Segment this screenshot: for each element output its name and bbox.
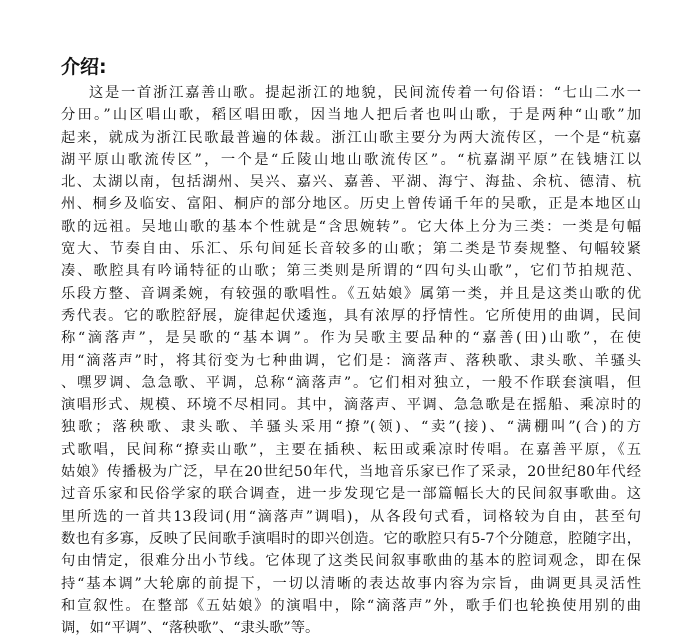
text-line: 用“滴落声”时，将其衍变为七种曲调，它们是：滴落声、落秧歌、隶头歌、羊骚头 — [61, 352, 641, 369]
text-line: 持“基本调”大轮廓的前提下，一切以清晰的表达故事内容为宗旨，曲调更具灵活性 — [61, 575, 641, 592]
text-line: 数也有多寡，反映了民间歌手演唱时的即兴创造。它的歌腔只有5-7个分随意，腔随字出， — [61, 530, 641, 547]
text-line: 北、太湖以南，包括湖州、吴兴、嘉兴、嘉善、平湖、海宁、海盐、余杭、德清、杭 — [61, 174, 641, 191]
section-heading: 介绍: — [61, 56, 107, 78]
text-line: 分田。”山区唱山歌，稻区唱田歌，因当地人把后者也叫山歌，于是两种“山歌”加 — [61, 107, 641, 124]
text-line: 秀代表。它的歌腔舒展，旋律起伏逶迤，具有浓厚的抒情性。它所使用的曲调，民间 — [61, 307, 641, 324]
text-line: 称“滴落声”，是吴歌的“基本调”。作为吴歌主要品种的“嘉善(田)山歌”，在使 — [61, 330, 641, 347]
text-line: 、嘿罗调、急急歌、平调，总称“滴落声”。它们相对独立，一般不作联套演唱，但 — [61, 374, 641, 391]
text-line: 独歌；落秧歌、隶头歌、羊骚头采用“撩”(领)、“卖”(接)、“满棚叫”(合)的方 — [61, 419, 641, 436]
text-line: 宽大、节奏自由、乐汇、乐句间延长音较多的山歌；第二类是节奏规整、句幅较紧 — [61, 241, 641, 258]
text-line: 凑、歌腔具有吟诵特征的山歌；第三类则是所谓的“四句头山歌”，它们节拍规范、 — [61, 263, 641, 280]
text-line: 起来，就成为浙江民歌最普遍的体裁。浙江山歌主要分为两大流传区，一个是“杭嘉 — [61, 129, 641, 146]
text-line: 式歌唱，民间称“撩卖山歌”，主要在插秧、耘田或乘凉时传唱。在嘉善平原，《五 — [61, 441, 641, 458]
text-line: 歌的远祖。吴地山歌的基本个性就是“含思婉转”。它大体上分为三类：一类是句幅 — [61, 218, 641, 235]
text-line: 调，如“平调”、“落秧歌”、“隶头歌”等。 — [61, 620, 320, 637]
text-line: 这是一首浙江嘉善山歌。提起浙江的地貌，民间流传着一句俗语：“七山二水一 — [89, 85, 641, 101]
text-line: 乐段方整、音调柔婉，有较强的歌唱性。《五姑娘》属第一类，并且是这类山歌的优 — [61, 285, 641, 302]
text-line: 和宣叙性。在整部《五姑娘》的演唱中，除“滴落声”外，歌手们也轮换使用别的曲 — [61, 597, 641, 614]
text-line: 湖平原山歌流传区”，一个是“丘陵山地山歌流传区”。“杭嘉湖平原”在钱塘江以 — [61, 151, 641, 168]
text-line: 过音乐家和民俗学家的联合调查，进一步发现它是一部篇幅长大的民间叙事歌曲。这 — [61, 486, 641, 503]
text-line: 演唱形式、规模、环境不尽相同。其中，滴落声、平调、急急歌是在摇船、乘凉时的 — [61, 397, 641, 414]
text-line: 里所选的一首共13段词(用“滴落声”调唱)，从各段句式看，词格较为自由，甚至句 — [61, 508, 641, 525]
text-line: 句由情定，很难分出小节线。它体现了这类民间叙事歌曲的基本的腔词观念，即在保 — [61, 553, 641, 570]
text-line: 姑娘》传播极为广泛，早在20世纪50年代，当地音乐家已作了采录，20世纪80年代经 — [61, 464, 641, 481]
text-line: 州、桐乡及临安、富阳、桐庐的部分地区。历史上曾传诵千年的吴歌，正是本地区山 — [61, 196, 641, 213]
body-paragraph — [61, 82, 641, 639]
